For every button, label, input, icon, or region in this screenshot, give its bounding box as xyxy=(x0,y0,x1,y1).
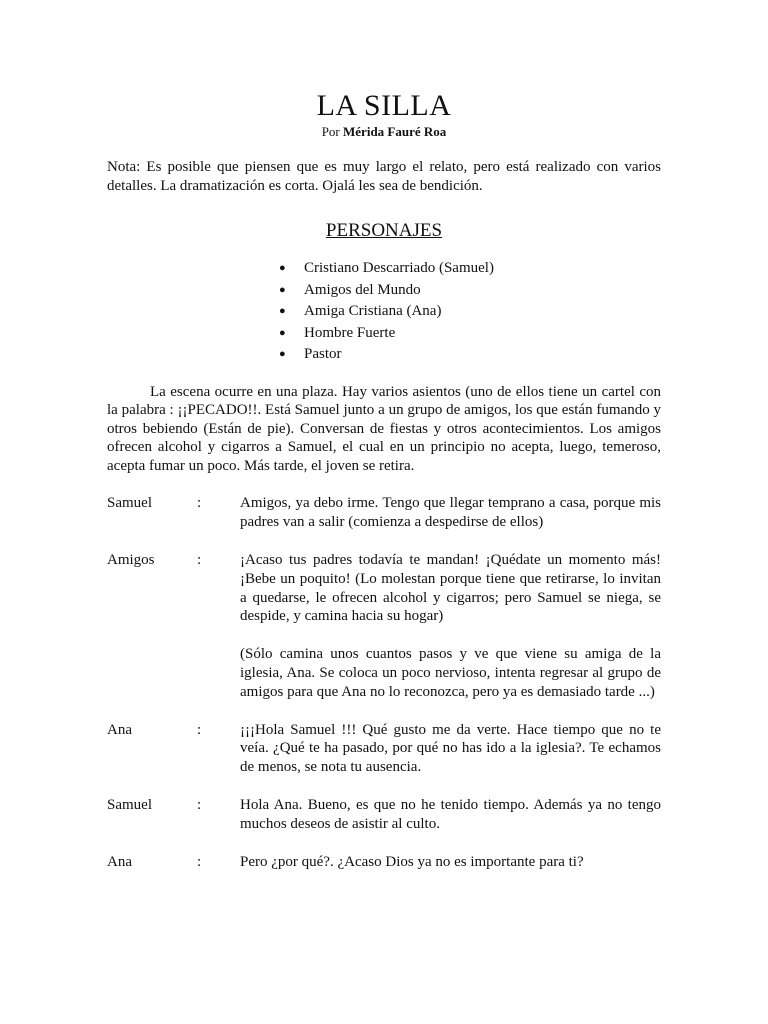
characters-heading: PERSONAJES xyxy=(325,220,443,241)
bullet-icon: ● xyxy=(279,305,286,317)
speech-text xyxy=(240,853,661,872)
byline-prefix: Por xyxy=(321,124,340,139)
speech-text xyxy=(240,796,661,834)
speech-text xyxy=(240,721,661,777)
speaker-name: Amigos xyxy=(107,552,155,569)
speaker-colon: : xyxy=(197,797,202,814)
speech-paragraph: Hola Ana. Bueno, es que no he tenido tiempo. Además ya no tengo muchos deseos de asistir al culto. xyxy=(240,797,661,832)
character-item: ● Pastor xyxy=(279,344,661,366)
document-page xyxy=(107,88,661,890)
dialogue-line xyxy=(107,494,661,532)
speaker-colon: : xyxy=(197,495,202,512)
author-name: Mérida Fauré Roa xyxy=(343,124,447,139)
speech-paragraph: ¡¡¡Hola Samuel !!! Qué gusto me da verte. Hace tiempo que no te veía. ¿Qué te ha pasado, por qué no has ido a la iglesia?. Te echamos de menos, se nota tu ausencia. xyxy=(240,721,661,776)
dialogue-line xyxy=(107,721,661,777)
byline xyxy=(107,124,661,140)
author-note: Nota: Es posible que piensen que es muy largo el relato, pero está realizado con varios detalles. La dramatización es corta. Ojalá les sea de bendición. xyxy=(107,159,661,194)
speaker-name: Samuel xyxy=(107,797,152,814)
bullet-icon: ● xyxy=(279,348,286,360)
character-item: ● Cristiano Descarriado (Samuel) xyxy=(279,258,661,280)
document-title: LA SILLA xyxy=(316,89,452,122)
speaker-colon: : xyxy=(197,552,202,569)
dialogue-line xyxy=(107,551,661,702)
stage-direction: (Sólo camina unos cuantos pasos y ve que viene su amiga de la iglesia, Ana. Se coloca un poco nervioso, intenta regresar al grupo de amigos para que Ana no lo reconozca, pero ya es demasiado tarde ...) xyxy=(240,646,661,700)
speech-paragraph: ¡Acaso tus padres todavía te mandan! ¡Quédate un momento más! ¡Bebe un poquito! (Lo molestan porque tiene que retirarse, lo invitan a quedarse, le ofrecen alcohol y cigarros; pero Samuel se niega, se despide, y camina hacia su hogar) xyxy=(240,552,661,625)
character-item: ● Amiga Cristiana (Ana) xyxy=(279,301,661,323)
dialogue-line xyxy=(107,853,661,872)
speech-text xyxy=(240,494,661,532)
bullet-icon: ● xyxy=(279,326,286,339)
character-item: ● Amigos del Mundo xyxy=(279,280,661,302)
characters-list xyxy=(107,258,661,366)
speaker-colon: : xyxy=(197,721,202,738)
dialogue-line xyxy=(107,796,661,834)
dialogue xyxy=(107,494,661,871)
scene-description: La escena ocurre en una plaza. Hay varios asientos (uno de ellos tiene un cartel con la palabra : ¡¡PECADO!!. Está Samuel junto a un grupo de amigos, los que están fumando y otros bebiendo (Están de pie). Conversan de fiestas y otros acontecimientos. Los amigos ofrecen alcohol y cigarros a Samuel, el cual en un principio no acepta, luego, temeroso, acepta fumar un poco. Más tarde, el joven se retira. xyxy=(107,383,661,474)
speaker-name: Samuel xyxy=(107,495,152,512)
character-item: ● Hombre Fuerte xyxy=(279,323,661,345)
speaker-name: Ana xyxy=(107,853,132,870)
bullet-icon: ● xyxy=(279,262,286,274)
speech-paragraph: Amigos, ya debo irme. Tengo que llegar temprano a casa, porque mis padres van a salir (comienza a despedirse de ellos) xyxy=(240,495,661,531)
bullet-icon: ● xyxy=(279,283,286,296)
speech-paragraph: Pero ¿por qué?. ¿Acaso Dios ya no es importante para ti? xyxy=(240,853,584,870)
speech-text xyxy=(240,551,661,702)
speaker-name: Ana xyxy=(107,721,132,738)
speaker-colon: : xyxy=(197,853,202,870)
